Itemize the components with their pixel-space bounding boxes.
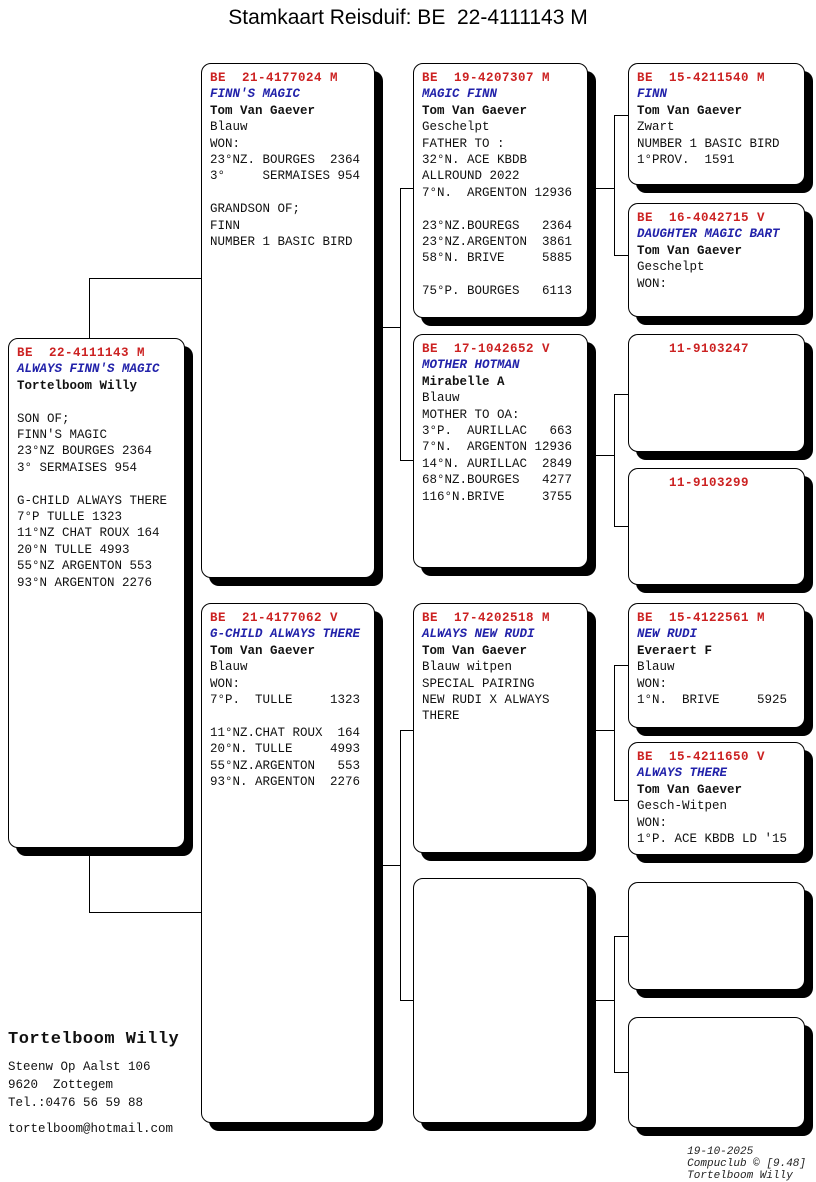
fancier-name: Tortelboom Willy	[17, 378, 138, 393]
detail-line: 93°N ARGENTON 2276	[17, 575, 153, 590]
bird-name: MOTHER HOTMAN	[422, 358, 520, 373]
ring-number: BE 17-1042652 V	[422, 342, 551, 356]
box-sire-sire	[413, 63, 588, 318]
detail-line	[422, 201, 579, 217]
box-ss-dam	[628, 203, 805, 317]
box-dam	[201, 603, 375, 1123]
connector-line	[614, 255, 628, 256]
ring-number: BE 21-4177062 V	[210, 611, 339, 625]
bird-name: FINN	[637, 87, 668, 102]
detail-line: NEW RUDI X ALWAYS	[422, 693, 550, 708]
detail-line: WON:	[637, 276, 668, 291]
owner-email: tortelboom@hotmail.com	[8, 1122, 174, 1136]
detail-line: 55°NZ.ARGENTON 553	[210, 758, 361, 773]
owner-address-street: Steenw Op Aalst 106	[8, 1060, 151, 1074]
detail-line: 32°N. ACE KBDB	[422, 153, 528, 168]
fancier-name: Tom Van Gaever	[210, 103, 316, 118]
box-ds-sire	[628, 603, 805, 728]
connector-line	[614, 800, 628, 801]
detail-line: 7°P TULLE 1323	[17, 510, 123, 525]
detail-line: FINN'S MAGIC	[17, 428, 108, 443]
connector-line	[400, 730, 413, 731]
detail-line: 7°N. ARGENTON 12936	[422, 440, 573, 455]
connector-line	[588, 1000, 614, 1001]
connector-line	[400, 730, 401, 1000]
fancier-name: Everaert F	[637, 643, 713, 658]
detail-line: SON OF;	[17, 411, 70, 426]
ring-number: BE 15-4122561 M	[637, 611, 766, 625]
bird-name: ALWAYS FINN'S MAGIC	[17, 362, 160, 377]
connector-line	[614, 665, 615, 800]
connector-line	[614, 394, 615, 526]
owner-block	[8, 1030, 179, 1112]
software-credit: Compuclub © [9.48]	[687, 1158, 806, 1170]
connector-line	[400, 188, 401, 460]
detail-line: 1°N. BRIVE 5925	[637, 693, 788, 708]
connector-line	[614, 526, 628, 527]
detail-line	[210, 185, 366, 201]
detail-line: MOTHER TO OA:	[422, 407, 520, 422]
owner-name: Tortelboom Willy	[8, 1030, 180, 1049]
connector-line	[89, 912, 201, 913]
detail-line: GRANDSON OF;	[210, 202, 301, 217]
detail-line: WON:	[210, 136, 241, 151]
detail-line: Blauw	[210, 660, 248, 675]
detail-line	[17, 394, 176, 410]
fancier-name: Tom Van Gaever	[637, 103, 743, 118]
detail-line: Blauw	[637, 660, 675, 675]
box-sd-sire	[628, 334, 805, 452]
print-footer	[658, 1134, 806, 1182]
detail-line: Blauw witpen	[422, 660, 513, 675]
ring-number: BE 17-4202518 M	[422, 611, 551, 625]
detail-line: 23°NZ.BOUREGS 2364	[422, 218, 573, 233]
detail-line	[210, 708, 366, 724]
connector-line	[614, 936, 615, 1072]
ring-number: 11-9103247	[669, 342, 750, 356]
detail-line: 3° SERMAISES 954	[210, 169, 361, 184]
detail-line: 93°N. ARGENTON 2276	[210, 775, 361, 790]
fancier-name: Mirabelle A	[422, 374, 505, 389]
connector-line	[588, 455, 614, 456]
detail-line: 23°NZ BOURGES 2364	[17, 444, 153, 459]
detail-line: 20°N TULLE 4993	[17, 542, 130, 557]
detail-line: 3° SERMAISES 954	[17, 460, 138, 475]
print-date: 19-10-2025	[687, 1146, 754, 1158]
ring-number: BE 22-4111143 M	[17, 346, 146, 360]
detail-line: Blauw	[210, 120, 248, 135]
connector-line	[588, 730, 614, 731]
page-title: Stamkaart Reisduif: BE 22-4111143 M	[228, 6, 588, 29]
box-subject	[8, 338, 185, 848]
detail-line: 23°NZ.ARGENTON 3861	[422, 235, 573, 250]
connector-line	[400, 1000, 413, 1001]
fancier-name: Tom Van Gaever	[422, 103, 528, 118]
fancier-name: Tom Van Gaever	[637, 243, 743, 258]
bird-name: MAGIC FINN	[422, 87, 498, 102]
connector-line	[614, 1072, 628, 1073]
ring-number: BE 15-4211650 V	[637, 750, 766, 764]
box-dam-sire	[413, 603, 588, 853]
detail-line: NUMBER 1 BASIC BIRD	[210, 235, 353, 250]
detail-line: Geschelpt	[422, 120, 490, 135]
detail-line: 75°P. BOURGES 6113	[422, 284, 573, 299]
box-sire-dam	[413, 334, 588, 568]
detail-line: SPECIAL PAIRING	[422, 676, 535, 691]
detail-line: 55°NZ ARGENTON 553	[17, 559, 153, 574]
bird-name: DAUGHTER MAGIC BART	[637, 227, 780, 242]
connector-line	[614, 394, 628, 395]
fancier-name: Tom Van Gaever	[422, 643, 528, 658]
detail-line: 14°N. AURILLAC 2849	[422, 456, 573, 471]
bird-name: G-CHILD ALWAYS THERE	[210, 627, 361, 642]
box-ds-dam	[628, 742, 805, 855]
detail-line: ALLROUND 2022	[422, 169, 520, 184]
detail-line: Geschelpt	[637, 260, 705, 275]
connector-line	[89, 278, 90, 338]
detail-line: 116°N.BRIVE 3755	[422, 489, 573, 504]
detail-line: NUMBER 1 BASIC BIRD	[637, 136, 780, 151]
footer-owner-name: Tortelboom Willy	[687, 1170, 793, 1182]
detail-line: 7°P. TULLE 1323	[210, 693, 361, 708]
detail-line: 7°N. ARGENTON 12936	[422, 185, 573, 200]
box-dd-dam	[628, 1017, 805, 1128]
connector-line	[614, 665, 628, 666]
detail-line: FATHER TO :	[422, 136, 505, 151]
detail-line: WON:	[210, 676, 241, 691]
detail-line: 1°PROV. 1591	[637, 153, 735, 168]
owner-address-city: 9620 Zottegem	[8, 1078, 114, 1092]
ring-number: 11-9103299	[669, 476, 750, 490]
detail-line: THERE	[422, 709, 460, 724]
bird-name: ALWAYS NEW RUDI	[422, 627, 535, 642]
detail-line: WON:	[637, 815, 668, 830]
box-dam-dam	[413, 878, 588, 1123]
detail-line: G-CHILD ALWAYS THERE	[17, 493, 168, 508]
detail-line: FINN	[210, 218, 241, 233]
connector-line	[614, 115, 628, 116]
detail-line: 1°P. ACE KBDB LD '15	[637, 832, 788, 847]
bird-name: ALWAYS THERE	[637, 766, 728, 781]
box-sire	[201, 63, 375, 578]
ring-number: BE 16-4042715 V	[637, 211, 766, 225]
fancier-name: Tom Van Gaever	[637, 782, 743, 797]
connector-line	[89, 278, 201, 279]
connector-line	[89, 848, 90, 912]
connector-line	[375, 865, 400, 866]
detail-line	[17, 476, 176, 492]
detail-line: Gesch-Witpen	[637, 799, 728, 814]
connector-line	[400, 188, 413, 189]
ring-number: BE 19-4207307 M	[422, 71, 551, 85]
ring-number: BE 21-4177024 M	[210, 71, 339, 85]
connector-line	[614, 936, 628, 937]
detail-line: 20°N. TULLE 4993	[210, 742, 361, 757]
detail-line: 11°NZ.CHAT ROUX 164	[210, 725, 361, 740]
connector-line	[614, 115, 615, 255]
detail-line	[422, 267, 579, 283]
connector-line	[588, 188, 614, 189]
detail-line: 68°NZ.BOURGES 4277	[422, 473, 573, 488]
detail-line: Blauw	[422, 391, 460, 406]
fancier-name: Tom Van Gaever	[210, 643, 316, 658]
box-sd-dam	[628, 468, 805, 585]
detail-line: WON:	[637, 676, 668, 691]
bird-name: FINN'S MAGIC	[210, 87, 301, 102]
ring-number: BE 15-4211540 M	[637, 71, 766, 85]
detail-line: 11°NZ CHAT ROUX 164	[17, 526, 160, 541]
detail-line: 23°NZ. BOURGES 2364	[210, 153, 361, 168]
box-dd-sire	[628, 882, 805, 990]
box-ss-sire	[628, 63, 805, 185]
detail-line: Zwart	[637, 120, 675, 135]
detail-line: 58°N. BRIVE 5885	[422, 251, 573, 266]
bird-name: NEW RUDI	[637, 627, 698, 642]
owner-phone: Tel.:0476 56 59 88	[8, 1096, 144, 1110]
connector-line	[375, 327, 400, 328]
connector-line	[400, 460, 413, 461]
detail-line: 3°P. AURILLAC 663	[422, 424, 573, 439]
